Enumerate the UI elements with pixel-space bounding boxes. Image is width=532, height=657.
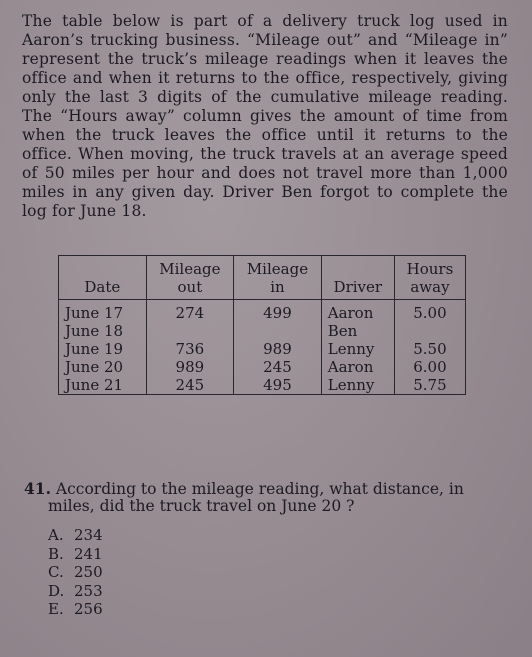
question-number: 41. — [24, 479, 51, 498]
table-cell: Aaron — [327, 358, 374, 376]
choice-e[interactable] — [48, 600, 103, 619]
header-mileage-out: Mileage out — [146, 256, 234, 300]
header-date: Date — [59, 256, 147, 300]
table-cell: June 20 — [65, 358, 124, 376]
answer-choices — [48, 526, 103, 619]
table-header-row — [59, 256, 466, 300]
question-text — [24, 480, 514, 515]
mileage-in-column — [234, 300, 322, 395]
table-cell: June 21 — [65, 376, 124, 394]
question-prompt: According to the mileage reading, what distance, in miles, did the truck travel on June 20 ? — [48, 480, 464, 515]
choice-value: 256 — [74, 600, 103, 619]
mileage-out-column — [146, 300, 234, 395]
choice-value: 234 — [74, 526, 103, 544]
choice-b[interactable] — [48, 545, 103, 564]
table-cell: Lenny — [327, 340, 375, 358]
table-cell: 274 — [175, 304, 205, 322]
table-cell: June 19 — [65, 340, 124, 358]
table-cell: Lenny — [327, 376, 375, 394]
table-cell: 989 — [263, 340, 292, 358]
table-cell: 736 — [175, 340, 205, 358]
table-cell: Aaron — [327, 304, 374, 322]
table-cell: 989 — [175, 358, 205, 376]
date-column — [59, 300, 147, 395]
table-cell: 5.75 — [413, 376, 447, 394]
table-cell: 499 — [263, 304, 292, 322]
delivery-log-table — [58, 255, 466, 395]
table-cell: June 18 — [65, 322, 124, 340]
table-cell — [240, 322, 315, 340]
header-driver: Driver — [321, 256, 394, 300]
choice-c[interactable] — [48, 563, 103, 582]
header-mileage-in: Mileage in — [234, 256, 322, 300]
table-cell: 245 — [263, 358, 292, 376]
header-hours-away: Hours away — [394, 256, 465, 300]
question-block — [24, 480, 514, 515]
choice-letter: D. — [48, 581, 65, 600]
choice-value: 250 — [74, 563, 103, 582]
table-cell — [401, 322, 459, 340]
hours-away-column — [394, 300, 465, 395]
table-cell: 5.00 — [413, 304, 447, 322]
table-cell: June 17 — [65, 304, 124, 322]
choice-value: 253 — [74, 581, 103, 600]
choice-value: 241 — [74, 544, 103, 563]
table-cell — [153, 322, 228, 340]
table-cell: Ben — [327, 322, 358, 340]
choice-letter: B. — [48, 544, 64, 563]
table-cell: 495 — [263, 376, 292, 394]
choice-a[interactable] — [48, 526, 103, 545]
table-body-row — [59, 300, 466, 395]
choice-d[interactable] — [48, 582, 103, 601]
table-cell: 5.50 — [413, 340, 447, 358]
passage-text: The table below is part of a delivery truck log used in Aaron’s trucking business. “Mileage out” and “Mileage in” represent the truck’s mileage readings when it leaves the office and when it returns to the office, respectively, giving only the last 3 digits of the cumulative mileage reading. The “Hours away” column gives the amount of time from when the truck leaves the office until it returns to the office. When moving, the truck travels at an average speed of 50 miles per hour and does not travel more than 1,000 miles in any given day. Driver Ben forgot to complete the log for June 18. — [22, 12, 508, 220]
table-cell: 245 — [175, 376, 205, 394]
table-cell: 6.00 — [413, 358, 447, 376]
driver-column — [321, 300, 394, 395]
choice-letter: C. — [48, 563, 64, 582]
choice-letter: E. — [48, 600, 64, 619]
choice-letter: A. — [48, 526, 64, 544]
